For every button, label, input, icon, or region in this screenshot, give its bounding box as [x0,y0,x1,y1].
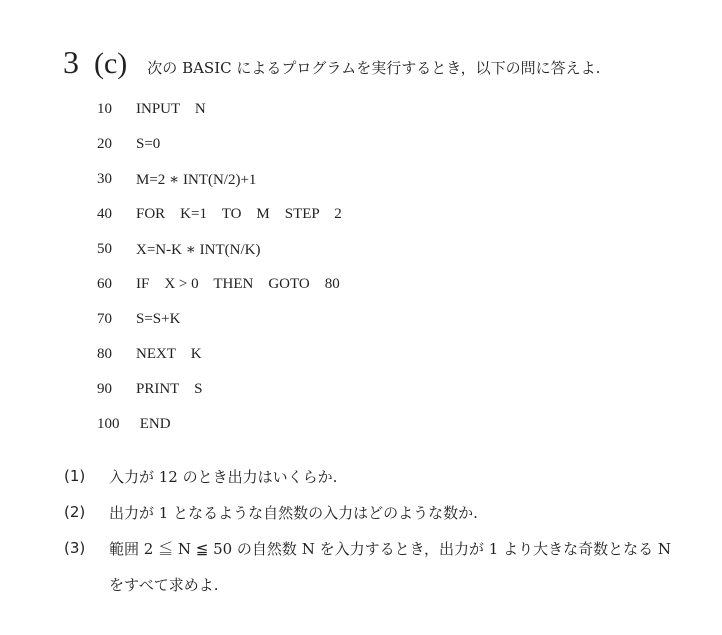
line-number: 100 [97,416,120,432]
basic-program [97,92,342,442]
statement: S=0 [136,136,161,152]
line-number: 40 [97,206,112,222]
question-item [64,458,671,494]
code-line [97,197,342,232]
line-number: 20 [97,136,112,152]
question-text: 入力が 12 のとき出力はいくらか. [109,467,338,486]
problem-intro: 次の BASIC によるプログラムを実行するとき，以下の問に答えよ. [147,59,601,77]
statement: M=2 ∗ INT(N/2)+1 [136,172,257,188]
statement: S=S+K [136,311,181,327]
statement: END [136,416,171,432]
code-line [97,372,342,407]
line-number: 10 [97,101,112,117]
code-line [97,407,342,442]
code-line [97,267,342,302]
question-number: (2) [64,503,86,521]
question-number: (1) [64,467,86,485]
statement: INPUT N [136,101,206,117]
question-text: 出力が 1 となるような自然数の入力はどのような数か. [109,503,478,522]
statement: X=N-K ∗ INT(N/K) [136,242,261,258]
question-text: 範囲 2 ≦ N ≦ 50 の自然数 N を入力するとき，出力が 1 より大きな奇数となる N [109,539,671,558]
problem-sub-label: (c) [94,47,128,80]
statement: IF X > 0 THEN GOTO 80 [136,276,340,292]
question-number: (3) [64,539,86,557]
line-number: 80 [97,346,112,362]
code-line [97,302,342,337]
statement: FOR K=1 TO M STEP 2 [136,206,342,222]
problem-header [63,44,600,81]
question-item [64,494,671,530]
line-number: 90 [97,381,112,397]
line-number: 60 [97,276,112,292]
code-line [97,127,342,162]
line-number: 70 [97,311,112,327]
statement: NEXT K [136,346,202,362]
question-list [64,458,671,602]
problem-number: 3 [63,44,80,80]
code-line [97,337,342,372]
question-item [64,530,671,566]
code-line [97,162,342,197]
line-number: 50 [97,241,112,257]
code-line [97,92,342,127]
question-continuation: をすべて求めよ. [109,575,219,594]
line-number: 30 [97,171,112,187]
code-line [97,232,342,267]
statement: PRINT S [136,381,203,397]
